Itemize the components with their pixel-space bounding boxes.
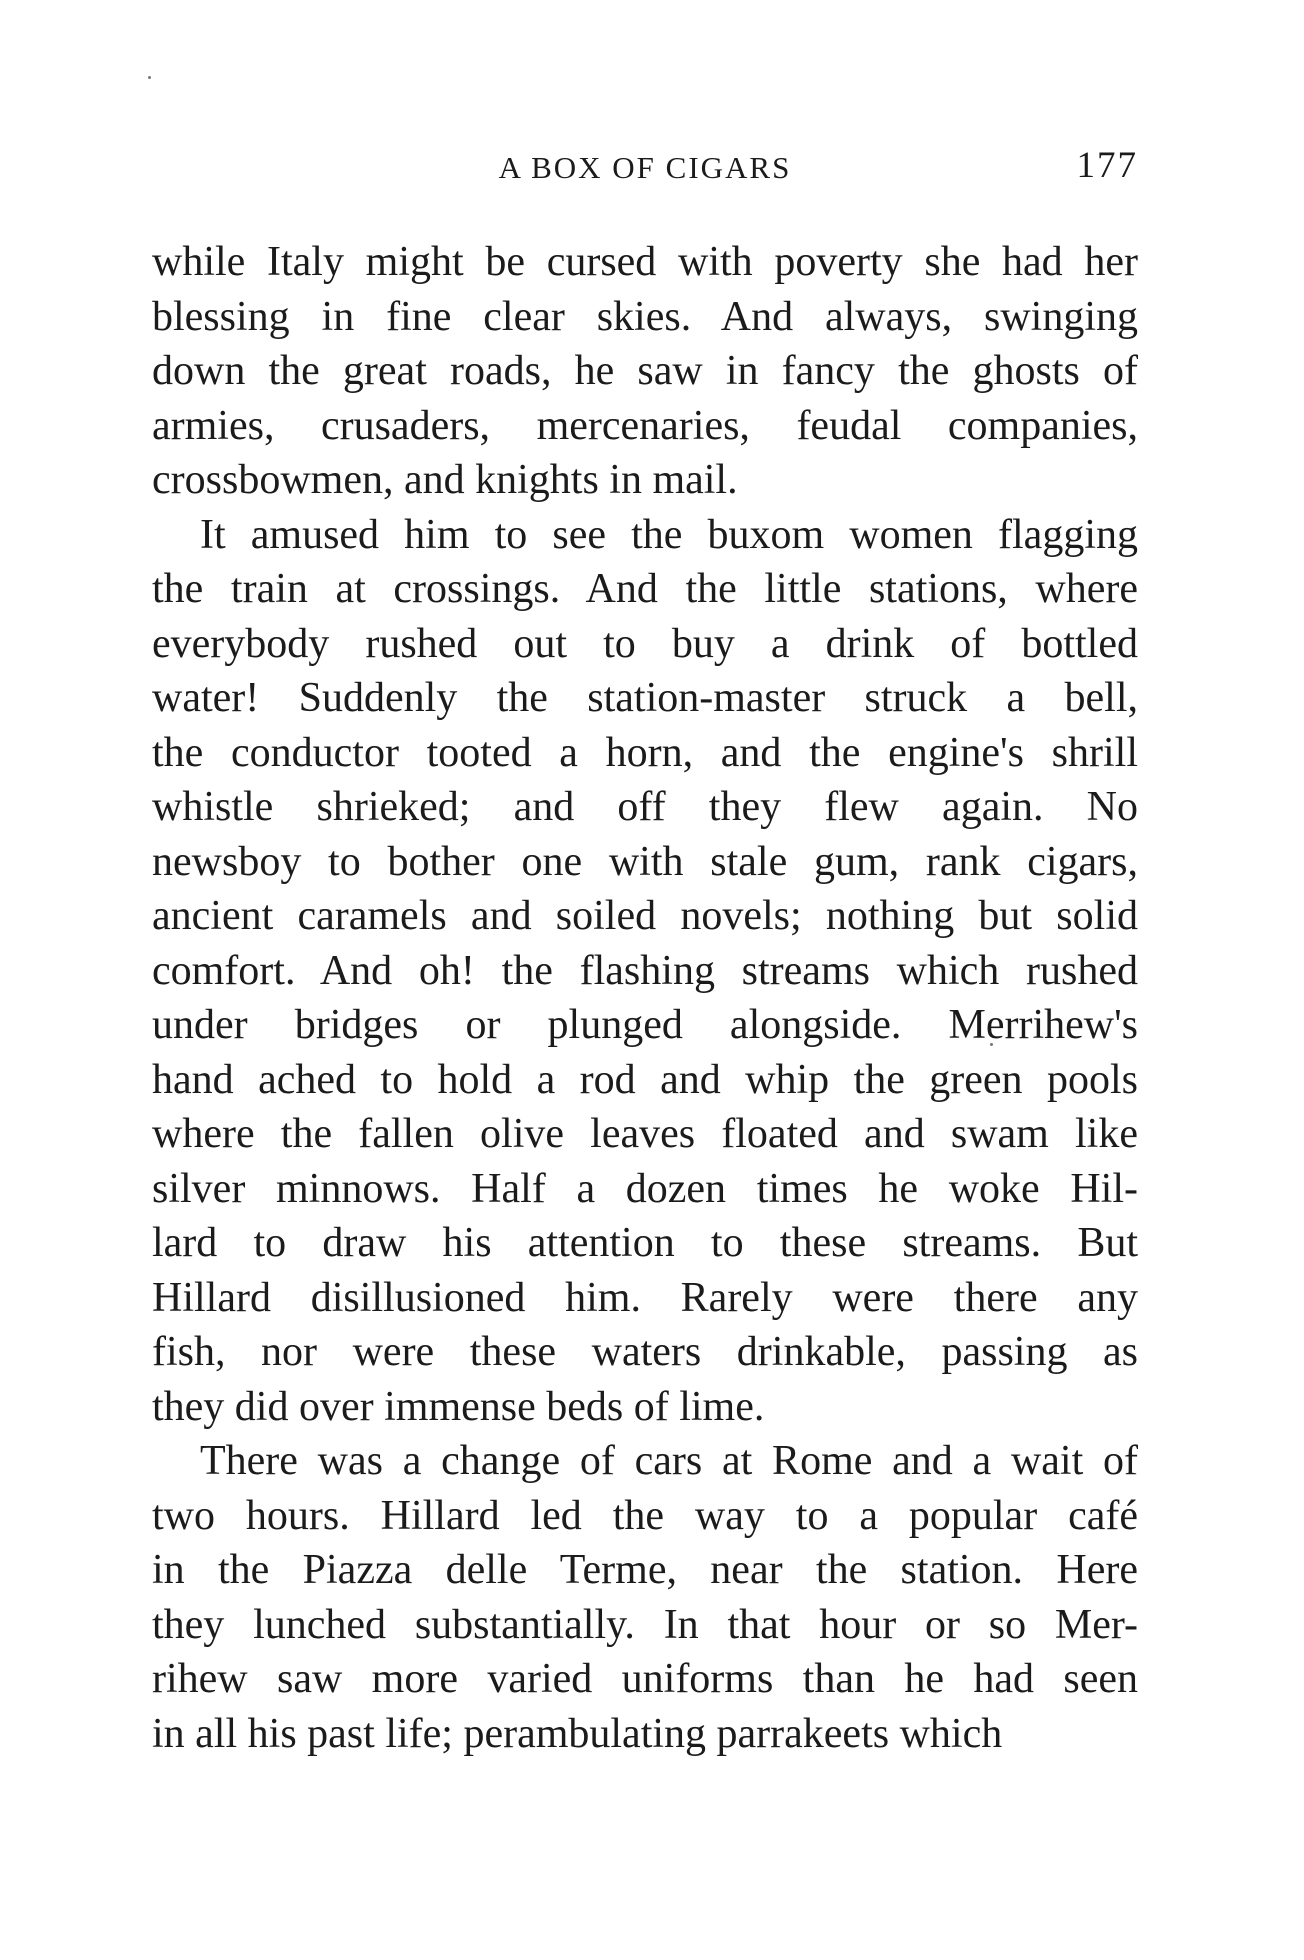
running-title: A BOX OF CIGARS: [498, 150, 792, 185]
text-line: water! Suddenly the station-master struck a bell,: [152, 675, 1138, 721]
text-line: There was a change of cars at Rome and a wait of: [200, 1438, 1138, 1484]
text-line: blessing in fine clear skies. And always, swinging: [152, 293, 1138, 340]
text-line: comfort. And oh! the flashing streams which rushed: [152, 947, 1138, 994]
text-line: whistle shrieked; and off they flew again. No: [152, 784, 1138, 830]
text-line: lard to draw his attention to these streams. But: [152, 1220, 1138, 1266]
text-line: rihew saw more varied uniforms than he had seen: [152, 1656, 1138, 1702]
paragraph: [152, 508, 1138, 1435]
text-line: while Italy might be cursed with poverty she had her: [152, 239, 1138, 285]
text-line: ancient caramels and soiled novels; nothing but solid: [152, 893, 1138, 939]
text-line: fish, nor were these waters drinkable, passing as: [152, 1329, 1138, 1375]
text-line: crossbowmen, and knights in mail.: [152, 457, 738, 503]
text-line: where the fallen olive leaves floated and swam like: [152, 1111, 1138, 1157]
text-line: they lunched substantially. In that hour or so Mer-: [152, 1601, 1138, 1648]
text-line: they did over immense beds of lime.: [152, 1383, 765, 1430]
text-line: Hillard disillusioned him. Rarely were there any: [152, 1274, 1138, 1321]
paper-speck: [148, 76, 151, 79]
paragraph: [152, 1434, 1138, 1761]
text-line: in all his past life; perambulating parrakeets which: [152, 1710, 1003, 1757]
text-line: armies, crusaders, mercenaries, feudal companies,: [152, 402, 1138, 449]
text-line: two hours. Hillard led the way to a popular café: [152, 1492, 1138, 1539]
page-number: 177: [1076, 145, 1138, 186]
text-line: silver minnows. Half a dozen times he woke Hil-: [152, 1165, 1138, 1212]
text-line: It amused him to see the buxom women flagging: [200, 511, 1138, 558]
text-line: under bridges or plunged alongside. Merrihew's: [152, 1002, 1138, 1048]
text-line: in the Piazza delle Terme, near the station. Here: [152, 1547, 1138, 1593]
text-line: hand ached to hold a rod and whip the green pools: [152, 1056, 1138, 1103]
text-line: the train at crossings. And the little stations, where: [152, 566, 1138, 612]
text-line: the conductor tooted a horn, and the engine's shrill: [152, 729, 1138, 776]
text-line: down the great roads, he saw in fancy the ghosts of: [152, 348, 1138, 394]
text-line: newsboy to bother one with stale gum, rank cigars,: [152, 838, 1138, 885]
running-head: [152, 145, 1138, 188]
paragraph: [152, 235, 1138, 508]
text-line: everybody rushed out to buy a drink of bottled: [152, 620, 1138, 667]
body-text: [152, 235, 1138, 1761]
